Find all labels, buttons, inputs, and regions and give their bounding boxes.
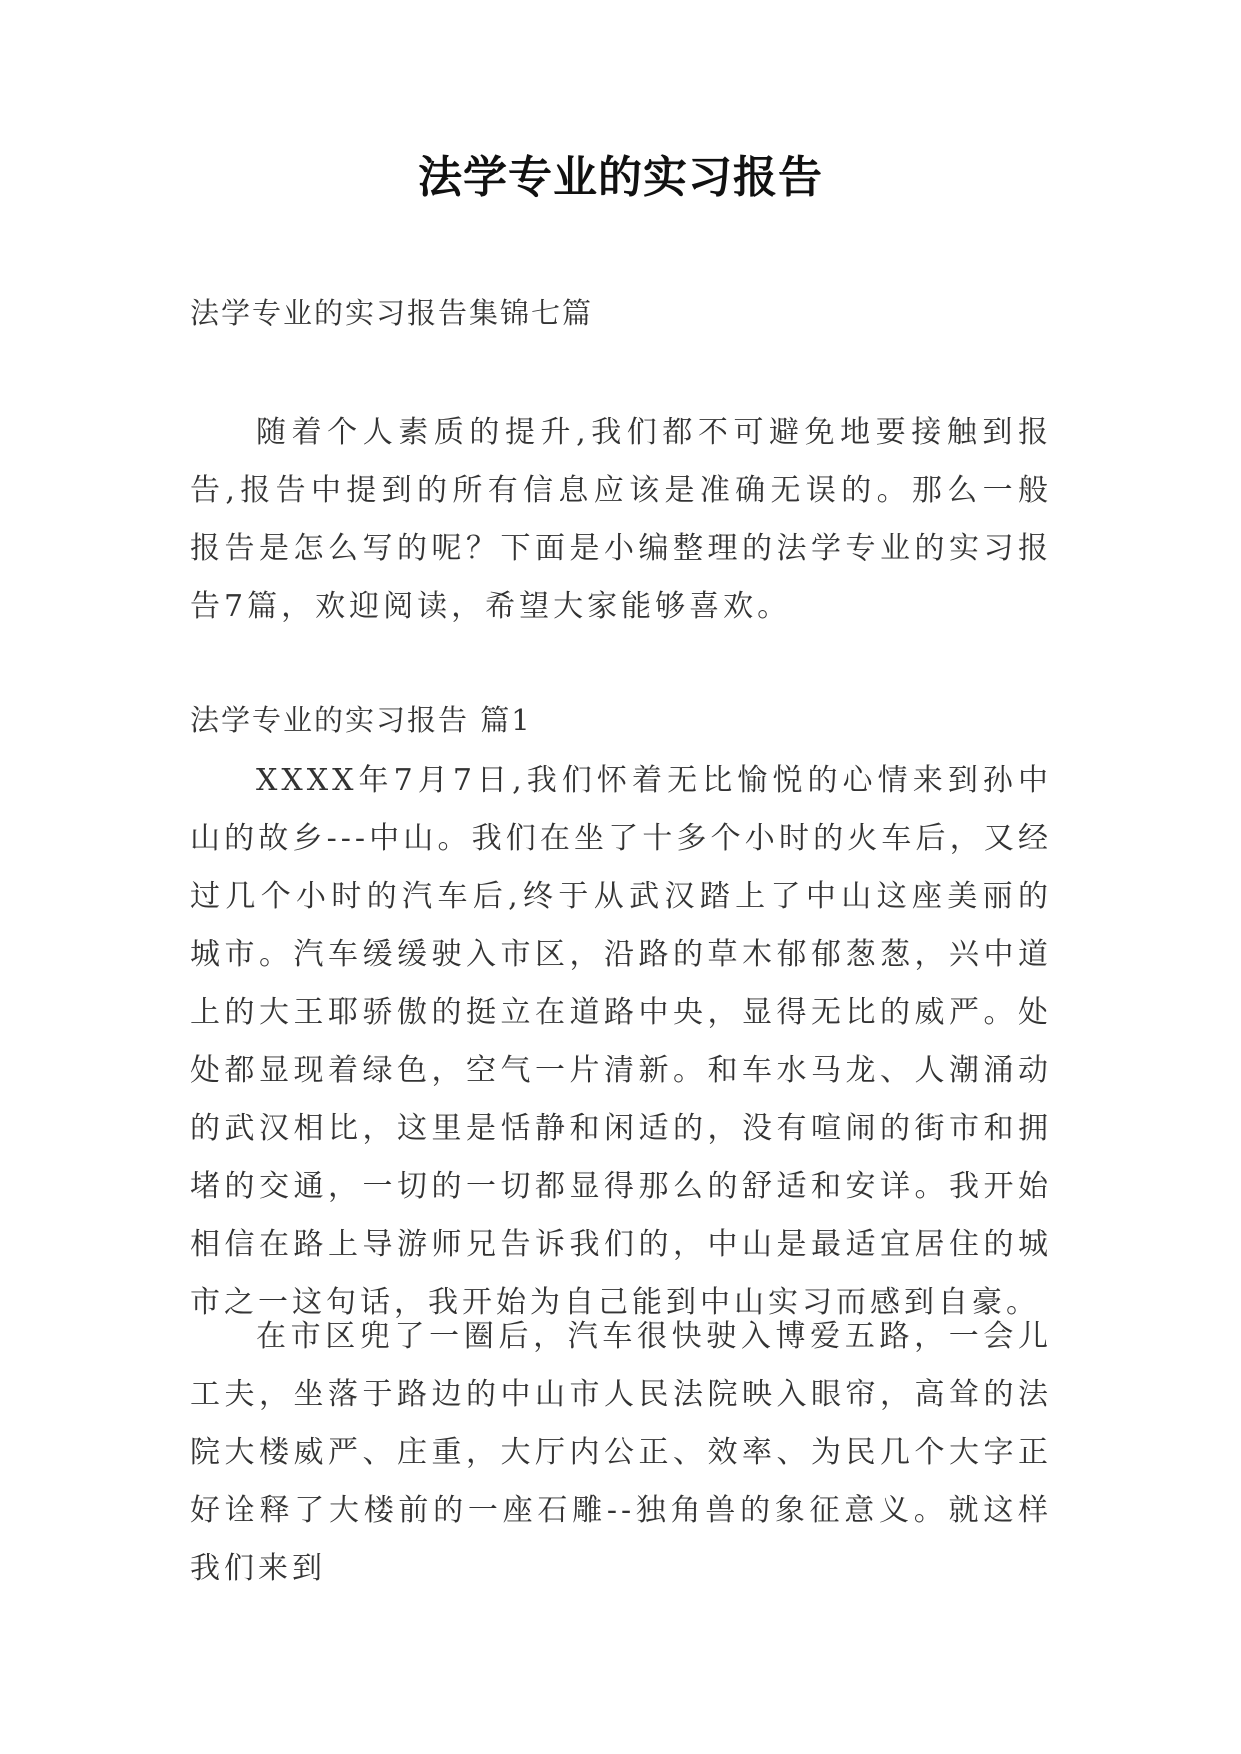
body-paragraph-1: XXXX年7月7日,我们怀着无比愉悦的心情来到孙中山的故乡---中山。我们在坐了十多个小时的火车后，又经过几个小时的汽车后,终于从武汉踏上了中山这座美丽的城市。汽车缓缓驶入市区，沿路的草木郁郁葱葱，兴中道上的大王耶骄傲的挺立在道路中央，显得无比的威严。处处都显现着绿色，空气一片清新。和车水马龙、人潮涌动的武汉相比，这里是恬静和闲适的，没有喧闹的街市和拥堵的交通，一切的一切都显得那么的舒适和安详。我开始相信在路上导游师兄告诉我们的，中山是最适宜居住的城市之一这句话，我开始为自己能到中山实习而感到自豪。: [190, 763, 1052, 1320]
document-subtitle: 法学专业的实习报告集锦七篇: [190, 296, 594, 330]
section-heading: 法学专业的实习报告 篇1: [190, 703, 532, 737]
intro-paragraph: 随着个人素质的提升,我们都不可避免地要接触到报告,报告中提到的所有信息应该是准确无误的。那么一般报告是怎么写的呢？下面是小编整理的法学专业的实习报告7篇，欢迎阅读，希望大家能够喜欢。: [190, 415, 1052, 624]
document-title: 法学专业的实习报告: [418, 152, 823, 203]
body-paragraph-2: 在市区兜了一圈后，汽车很快驶入博爱五路，一会儿工夫，坐落于路边的中山市人民法院映入眼帘，高耸的法院大楼威严、庄重，大厅内公正、效率、为民几个大字正好诠释了大楼前的一座石雕--独角兽的象征意义。就这样我们来到: [190, 1319, 1052, 1586]
